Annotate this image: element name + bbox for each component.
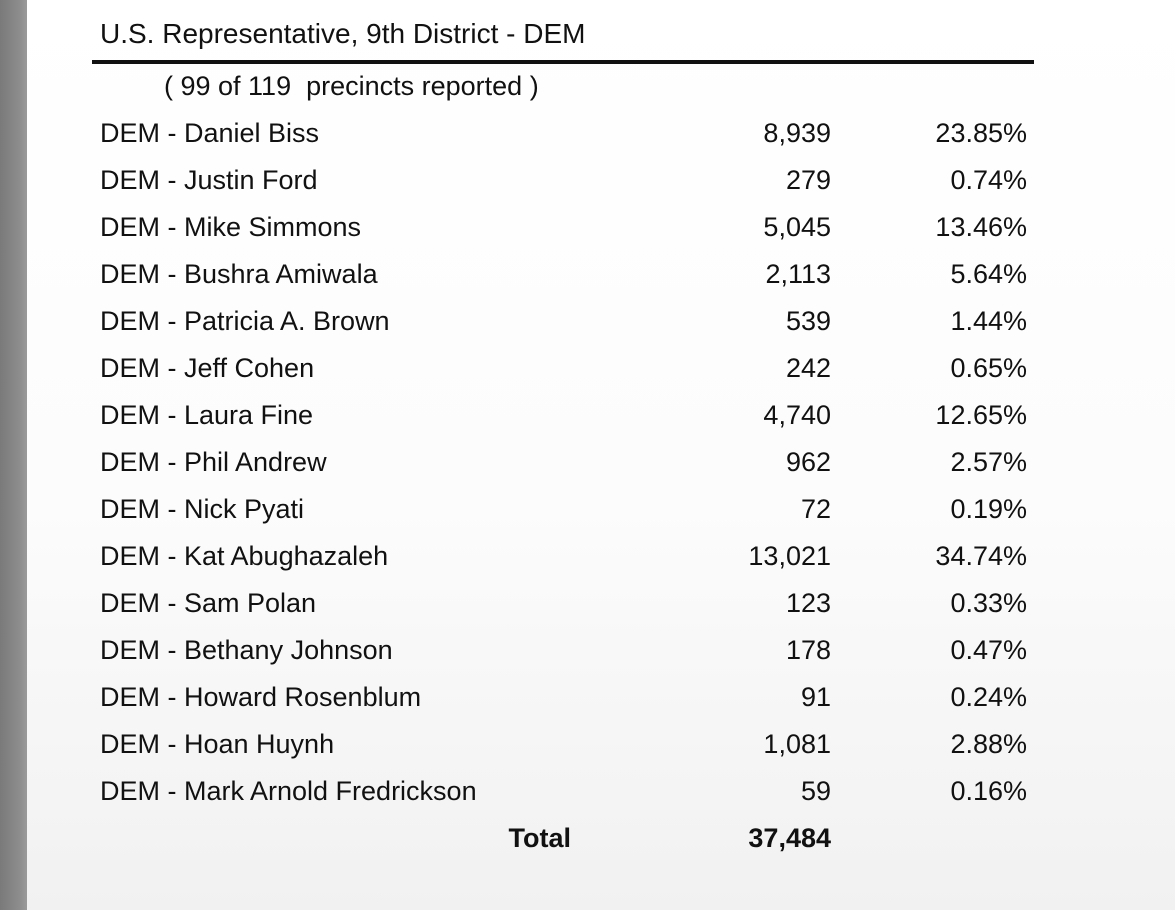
vote-percent: 34.74% <box>935 541 1027 571</box>
vote-count: 2,113 <box>765 259 831 289</box>
vote-percent: 2.57% <box>950 447 1027 477</box>
vote-count: 91 <box>800 682 831 712</box>
vote-count: 279 <box>785 165 831 195</box>
result-row <box>0 162 1175 198</box>
vote-percent: 0.74% <box>950 165 1027 195</box>
candidate-name: DEM - Kat Abughazaleh <box>100 541 389 571</box>
vote-count: 962 <box>785 447 831 477</box>
vote-count: 8,939 <box>763 118 831 148</box>
total-label: Total <box>508 823 571 853</box>
result-row <box>0 679 1175 715</box>
vote-count: 13,021 <box>748 541 831 571</box>
vote-percent: 1.44% <box>950 306 1027 336</box>
total-votes: 37,484 <box>748 823 831 853</box>
candidate-name: DEM - Hoan Huynh <box>100 729 335 759</box>
vote-percent: 0.65% <box>950 353 1027 383</box>
vote-count: 123 <box>785 588 831 618</box>
precincts-reported: ( 99 of 119 precincts reported ) <box>164 71 539 101</box>
vote-percent: 12.65% <box>935 400 1027 430</box>
candidate-name: DEM - Bushra Amiwala <box>100 259 378 289</box>
candidate-name: DEM - Howard Rosenblum <box>100 682 422 712</box>
vote-count: 4,740 <box>763 400 831 430</box>
vote-count: 59 <box>800 776 831 806</box>
vote-count: 242 <box>785 353 831 383</box>
candidate-name: DEM - Phil Andrew <box>100 447 327 477</box>
vote-count: 178 <box>785 635 831 665</box>
result-row <box>0 491 1175 527</box>
result-row <box>0 726 1175 762</box>
candidate-name: DEM - Daniel Biss <box>100 118 320 148</box>
candidate-name: DEM - Bethany Johnson <box>100 635 393 665</box>
result-row <box>0 444 1175 480</box>
vote-count: 539 <box>785 306 831 336</box>
vote-count: 72 <box>800 494 831 524</box>
vote-percent: 23.85% <box>935 118 1027 148</box>
vote-count: 5,045 <box>763 212 831 242</box>
result-row <box>0 538 1175 574</box>
result-row <box>0 303 1175 339</box>
vote-percent: 0.16% <box>950 776 1027 806</box>
candidate-name: DEM - Nick Pyati <box>100 494 305 524</box>
candidate-name: DEM - Sam Polan <box>100 588 317 618</box>
result-row <box>0 632 1175 668</box>
candidate-name: DEM - Jeff Cohen <box>100 353 315 383</box>
vote-percent: 0.47% <box>950 635 1027 665</box>
candidate-name: DEM - Mark Arnold Fredrickson <box>100 776 477 806</box>
result-row <box>0 256 1175 292</box>
vote-percent: 0.19% <box>950 494 1027 524</box>
result-row <box>0 397 1175 433</box>
vote-count: 1,081 <box>763 729 831 759</box>
vote-percent: 13.46% <box>935 212 1027 242</box>
candidate-name: DEM - Laura Fine <box>100 400 314 430</box>
vote-percent: 5.64% <box>950 259 1027 289</box>
vote-percent: 0.33% <box>950 588 1027 618</box>
result-row <box>0 585 1175 621</box>
total-row <box>0 820 1175 856</box>
result-row <box>0 115 1175 151</box>
candidate-name: DEM - Patricia A. Brown <box>100 306 390 336</box>
result-row <box>0 350 1175 386</box>
race-title: U.S. Representative, 9th District - DEM <box>100 18 586 49</box>
candidate-name: DEM - Justin Ford <box>100 165 318 195</box>
result-row <box>0 773 1175 809</box>
candidate-name: DEM - Mike Simmons <box>100 212 362 242</box>
header-divider <box>92 60 1034 64</box>
vote-percent: 0.24% <box>950 682 1027 712</box>
vote-percent: 2.88% <box>950 729 1027 759</box>
result-row <box>0 209 1175 245</box>
